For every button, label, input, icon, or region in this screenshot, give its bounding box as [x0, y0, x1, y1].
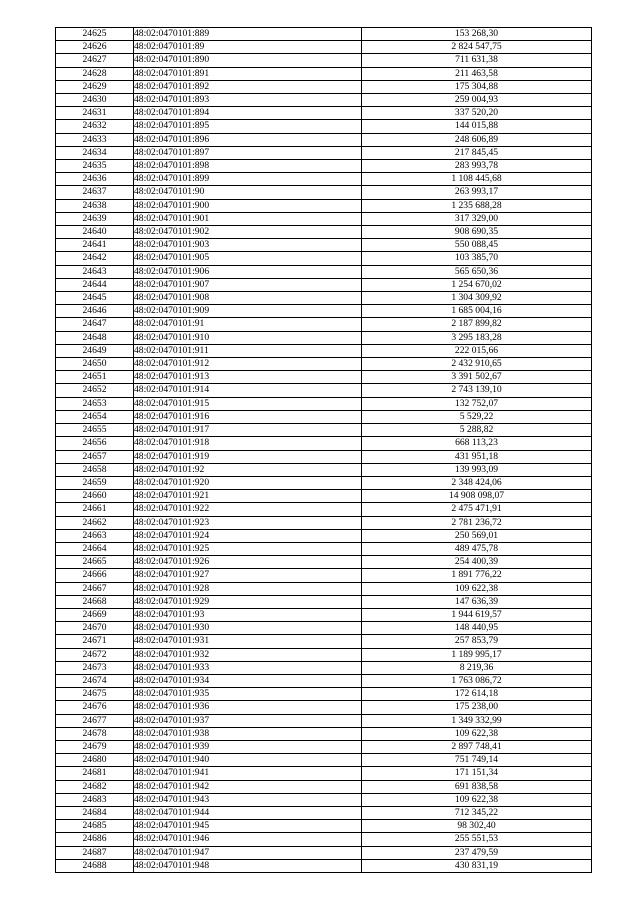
value-cell: 1 304 309,92 [362, 292, 592, 305]
row-number-cell: 24653 [56, 397, 134, 410]
cadastral-number-cell: 48:02:0470101:89 [134, 41, 362, 54]
cadastral-number-cell: 48:02:0470101:939 [134, 740, 362, 753]
cadastral-number-cell: 48:02:0470101:928 [134, 582, 362, 595]
row-number-cell: 24685 [56, 820, 134, 833]
table-row [56, 80, 592, 93]
cadastral-number-cell: 48:02:0470101:918 [134, 437, 362, 450]
table-row [56, 569, 592, 582]
row-number-cell: 24634 [56, 146, 134, 159]
registry-table-body [56, 28, 592, 873]
table-row [56, 41, 592, 54]
value-cell: 1 685 004,16 [362, 305, 592, 318]
cadastral-number-cell: 48:02:0470101:922 [134, 503, 362, 516]
table-row [56, 160, 592, 173]
cadastral-number-cell: 48:02:0470101:894 [134, 107, 362, 120]
row-number-cell: 24625 [56, 28, 134, 41]
value-cell: 283 993,78 [362, 160, 592, 173]
cadastral-number-cell: 48:02:0470101:934 [134, 674, 362, 687]
value-cell: 147 636,39 [362, 595, 592, 608]
value-cell: 132 752,07 [362, 397, 592, 410]
row-number-cell: 24667 [56, 582, 134, 595]
table-row [56, 437, 592, 450]
cadastral-number-cell: 48:02:0470101:92 [134, 463, 362, 476]
value-cell: 153 268,30 [362, 28, 592, 41]
row-number-cell: 24661 [56, 503, 134, 516]
value-cell: 5 288,82 [362, 424, 592, 437]
table-row [56, 94, 592, 107]
table-row [56, 54, 592, 67]
value-cell: 711 631,38 [362, 54, 592, 67]
cadastral-number-cell: 48:02:0470101:945 [134, 820, 362, 833]
value-cell: 1 349 332,99 [362, 714, 592, 727]
cadastral-number-cell: 48:02:0470101:932 [134, 648, 362, 661]
value-cell: 565 650,36 [362, 265, 592, 278]
table-row [56, 622, 592, 635]
cadastral-number-cell: 48:02:0470101:897 [134, 146, 362, 159]
value-cell: 2 824 547,75 [362, 41, 592, 54]
table-row [56, 780, 592, 793]
table-row [56, 740, 592, 753]
value-cell: 2 432 910,65 [362, 358, 592, 371]
row-number-cell: 24668 [56, 595, 134, 608]
row-number-cell: 24626 [56, 41, 134, 54]
value-cell: 8 219,36 [362, 661, 592, 674]
cadastral-number-cell: 48:02:0470101:914 [134, 384, 362, 397]
cadastral-number-cell: 48:02:0470101:931 [134, 635, 362, 648]
cadastral-number-cell: 48:02:0470101:926 [134, 556, 362, 569]
row-number-cell: 24644 [56, 278, 134, 291]
table-row [56, 661, 592, 674]
cadastral-number-cell: 48:02:0470101:900 [134, 199, 362, 212]
table-row [56, 424, 592, 437]
value-cell: 1 944 619,57 [362, 608, 592, 621]
cadastral-number-cell: 48:02:0470101:927 [134, 569, 362, 582]
row-number-cell: 24633 [56, 133, 134, 146]
cadastral-number-cell: 48:02:0470101:941 [134, 767, 362, 780]
cadastral-number-cell: 48:02:0470101:929 [134, 595, 362, 608]
row-number-cell: 24663 [56, 529, 134, 542]
value-cell: 431 951,18 [362, 450, 592, 463]
row-number-cell: 24662 [56, 516, 134, 529]
row-number-cell: 24631 [56, 107, 134, 120]
row-number-cell: 24650 [56, 358, 134, 371]
table-row [56, 556, 592, 569]
row-number-cell: 24683 [56, 793, 134, 806]
table-row [56, 516, 592, 529]
cadastral-number-cell: 48:02:0470101:933 [134, 661, 362, 674]
cadastral-number-cell: 48:02:0470101:944 [134, 806, 362, 819]
value-cell: 1 235 688,28 [362, 199, 592, 212]
table-row [56, 714, 592, 727]
cadastral-number-cell: 48:02:0470101:935 [134, 688, 362, 701]
cadastral-number-cell: 48:02:0470101:919 [134, 450, 362, 463]
cadastral-number-cell: 48:02:0470101:895 [134, 120, 362, 133]
value-cell: 175 304,88 [362, 80, 592, 93]
row-number-cell: 24680 [56, 754, 134, 767]
row-number-cell: 24671 [56, 635, 134, 648]
row-number-cell: 24630 [56, 94, 134, 107]
table-row [56, 239, 592, 252]
row-number-cell: 24686 [56, 833, 134, 846]
cadastral-number-cell: 48:02:0470101:903 [134, 239, 362, 252]
cadastral-number-cell: 48:02:0470101:915 [134, 397, 362, 410]
row-number-cell: 24658 [56, 463, 134, 476]
table-row [56, 371, 592, 384]
value-cell: 222 015,66 [362, 344, 592, 357]
table-row [56, 450, 592, 463]
row-number-cell: 24643 [56, 265, 134, 278]
cadastral-number-cell: 48:02:0470101:921 [134, 490, 362, 503]
value-cell: 211 463,58 [362, 67, 592, 80]
value-cell: 691 838,58 [362, 780, 592, 793]
value-cell: 14 908 098,07 [362, 490, 592, 503]
row-number-cell: 24637 [56, 186, 134, 199]
row-number-cell: 24628 [56, 67, 134, 80]
value-cell: 144 015,88 [362, 120, 592, 133]
row-number-cell: 24678 [56, 727, 134, 740]
table-row [56, 358, 592, 371]
value-cell: 3 295 183,28 [362, 331, 592, 344]
value-cell: 103 385,70 [362, 252, 592, 265]
cadastral-number-cell: 48:02:0470101:898 [134, 160, 362, 173]
row-number-cell: 24656 [56, 437, 134, 450]
cadastral-number-cell: 48:02:0470101:942 [134, 780, 362, 793]
row-number-cell: 24687 [56, 846, 134, 859]
table-row [56, 278, 592, 291]
value-cell: 2 743 139,10 [362, 384, 592, 397]
table-row [56, 318, 592, 331]
cadastral-number-cell: 48:02:0470101:902 [134, 226, 362, 239]
table-row [56, 833, 592, 846]
row-number-cell: 24640 [56, 226, 134, 239]
row-number-cell: 24655 [56, 424, 134, 437]
row-number-cell: 24660 [56, 490, 134, 503]
value-cell: 1 108 445,68 [362, 173, 592, 186]
table-row [56, 727, 592, 740]
cadastral-number-cell: 48:02:0470101:906 [134, 265, 362, 278]
cadastral-number-cell: 48:02:0470101:937 [134, 714, 362, 727]
table-row [56, 331, 592, 344]
value-cell: 1 891 776,22 [362, 569, 592, 582]
row-number-cell: 24646 [56, 305, 134, 318]
table-row [56, 292, 592, 305]
row-number-cell: 24635 [56, 160, 134, 173]
value-cell: 2 897 748,41 [362, 740, 592, 753]
value-cell: 751 749,14 [362, 754, 592, 767]
row-number-cell: 24672 [56, 648, 134, 661]
table-row [56, 146, 592, 159]
value-cell: 2 781 236,72 [362, 516, 592, 529]
table-row [56, 793, 592, 806]
value-cell: 255 551,53 [362, 833, 592, 846]
value-cell: 109 622,38 [362, 793, 592, 806]
cadastral-number-cell: 48:02:0470101:892 [134, 80, 362, 93]
cadastral-number-cell: 48:02:0470101:912 [134, 358, 362, 371]
cadastral-number-cell: 48:02:0470101:91 [134, 318, 362, 331]
table-row [56, 595, 592, 608]
row-number-cell: 24651 [56, 371, 134, 384]
table-row [56, 648, 592, 661]
cadastral-number-cell: 48:02:0470101:916 [134, 410, 362, 423]
cadastral-number-cell: 48:02:0470101:924 [134, 529, 362, 542]
cadastral-number-cell: 48:02:0470101:909 [134, 305, 362, 318]
table-row [56, 701, 592, 714]
value-cell: 259 004,93 [362, 94, 592, 107]
table-row [56, 635, 592, 648]
row-number-cell: 24681 [56, 767, 134, 780]
cadastral-number-cell: 48:02:0470101:911 [134, 344, 362, 357]
row-number-cell: 24674 [56, 674, 134, 687]
cadastral-number-cell: 48:02:0470101:946 [134, 833, 362, 846]
cadastral-number-cell: 48:02:0470101:920 [134, 476, 362, 489]
cadastral-number-cell: 48:02:0470101:896 [134, 133, 362, 146]
cadastral-number-cell: 48:02:0470101:938 [134, 727, 362, 740]
table-row [56, 133, 592, 146]
row-number-cell: 24682 [56, 780, 134, 793]
table-row [56, 226, 592, 239]
table-row [56, 463, 592, 476]
table-row [56, 28, 592, 41]
value-cell: 109 622,38 [362, 727, 592, 740]
cadastral-number-cell: 48:02:0470101:899 [134, 173, 362, 186]
value-cell: 668 113,23 [362, 437, 592, 450]
table-row [56, 859, 592, 872]
cadastral-number-cell: 48:02:0470101:890 [134, 54, 362, 67]
table-row [56, 120, 592, 133]
value-cell: 908 690,35 [362, 226, 592, 239]
value-cell: 430 831,19 [362, 859, 592, 872]
value-cell: 317 329,00 [362, 212, 592, 225]
row-number-cell: 24627 [56, 54, 134, 67]
cadastral-number-cell: 48:02:0470101:907 [134, 278, 362, 291]
row-number-cell: 24639 [56, 212, 134, 225]
row-number-cell: 24684 [56, 806, 134, 819]
table-row [56, 305, 592, 318]
value-cell: 98 302,40 [362, 820, 592, 833]
value-cell: 1 189 995,17 [362, 648, 592, 661]
cadastral-number-cell: 48:02:0470101:889 [134, 28, 362, 41]
row-number-cell: 24664 [56, 542, 134, 555]
cadastral-number-cell: 48:02:0470101:93 [134, 608, 362, 621]
value-cell: 172 614,18 [362, 688, 592, 701]
table-row [56, 806, 592, 819]
cadastral-number-cell: 48:02:0470101:901 [134, 212, 362, 225]
row-number-cell: 24636 [56, 173, 134, 186]
cadastral-number-cell: 48:02:0470101:917 [134, 424, 362, 437]
cadastral-number-cell: 48:02:0470101:905 [134, 252, 362, 265]
row-number-cell: 24638 [56, 199, 134, 212]
table-row [56, 674, 592, 687]
registry-table [55, 27, 592, 873]
row-number-cell: 24648 [56, 331, 134, 344]
value-cell: 217 845,45 [362, 146, 592, 159]
cadastral-number-cell: 48:02:0470101:893 [134, 94, 362, 107]
table-row [56, 503, 592, 516]
table-row [56, 820, 592, 833]
cadastral-number-cell: 48:02:0470101:925 [134, 542, 362, 555]
value-cell: 3 391 502,67 [362, 371, 592, 384]
row-number-cell: 24665 [56, 556, 134, 569]
table-row [56, 173, 592, 186]
row-number-cell: 24642 [56, 252, 134, 265]
row-number-cell: 24676 [56, 701, 134, 714]
table-row [56, 542, 592, 555]
row-number-cell: 24645 [56, 292, 134, 305]
value-cell: 139 993,09 [362, 463, 592, 476]
row-number-cell: 24675 [56, 688, 134, 701]
row-number-cell: 24673 [56, 661, 134, 674]
table-row [56, 265, 592, 278]
table-row [56, 476, 592, 489]
cadastral-number-cell: 48:02:0470101:948 [134, 859, 362, 872]
row-number-cell: 24670 [56, 622, 134, 635]
cadastral-number-cell: 48:02:0470101:891 [134, 67, 362, 80]
cadastral-number-cell: 48:02:0470101:936 [134, 701, 362, 714]
value-cell: 257 853,79 [362, 635, 592, 648]
table-row [56, 212, 592, 225]
table-row [56, 107, 592, 120]
cadastral-number-cell: 48:02:0470101:923 [134, 516, 362, 529]
value-cell: 248 606,89 [362, 133, 592, 146]
value-cell: 550 088,45 [362, 239, 592, 252]
value-cell: 109 622,38 [362, 582, 592, 595]
row-number-cell: 24649 [56, 344, 134, 357]
row-number-cell: 24652 [56, 384, 134, 397]
value-cell: 1 254 670,02 [362, 278, 592, 291]
cadastral-number-cell: 48:02:0470101:940 [134, 754, 362, 767]
row-number-cell: 24647 [56, 318, 134, 331]
value-cell: 171 151,34 [362, 767, 592, 780]
table-row [56, 608, 592, 621]
table-row [56, 582, 592, 595]
row-number-cell: 24677 [56, 714, 134, 727]
table-row [56, 410, 592, 423]
cadastral-number-cell: 48:02:0470101:930 [134, 622, 362, 635]
cadastral-number-cell: 48:02:0470101:90 [134, 186, 362, 199]
table-row [56, 67, 592, 80]
row-number-cell: 24657 [56, 450, 134, 463]
cadastral-number-cell: 48:02:0470101:908 [134, 292, 362, 305]
table-row [56, 688, 592, 701]
table-row [56, 529, 592, 542]
table-row [56, 344, 592, 357]
value-cell: 254 400,39 [362, 556, 592, 569]
value-cell: 5 529,22 [362, 410, 592, 423]
row-number-cell: 24669 [56, 608, 134, 621]
table-row [56, 397, 592, 410]
row-number-cell: 24688 [56, 859, 134, 872]
value-cell: 175 238,00 [362, 701, 592, 714]
value-cell: 263 993,17 [362, 186, 592, 199]
table-row [56, 767, 592, 780]
table-row [56, 490, 592, 503]
table-row [56, 384, 592, 397]
cadastral-number-cell: 48:02:0470101:913 [134, 371, 362, 384]
row-number-cell: 24629 [56, 80, 134, 93]
table-row [56, 199, 592, 212]
table-row [56, 754, 592, 767]
row-number-cell: 24654 [56, 410, 134, 423]
value-cell: 489 475,78 [362, 542, 592, 555]
cadastral-number-cell: 48:02:0470101:947 [134, 846, 362, 859]
value-cell: 2 187 899,82 [362, 318, 592, 331]
value-cell: 148 440,95 [362, 622, 592, 635]
row-number-cell: 24679 [56, 740, 134, 753]
table-row [56, 186, 592, 199]
cadastral-number-cell: 48:02:0470101:910 [134, 331, 362, 344]
value-cell: 2 348 424,06 [362, 476, 592, 489]
value-cell: 712 345,22 [362, 806, 592, 819]
row-number-cell: 24666 [56, 569, 134, 582]
value-cell: 2 475 471,91 [362, 503, 592, 516]
row-number-cell: 24632 [56, 120, 134, 133]
row-number-cell: 24641 [56, 239, 134, 252]
value-cell: 1 763 086,72 [362, 674, 592, 687]
value-cell: 337 520,20 [362, 107, 592, 120]
cadastral-number-cell: 48:02:0470101:943 [134, 793, 362, 806]
table-row [56, 252, 592, 265]
table-row [56, 846, 592, 859]
row-number-cell: 24659 [56, 476, 134, 489]
value-cell: 250 569,01 [362, 529, 592, 542]
value-cell: 237 479,59 [362, 846, 592, 859]
